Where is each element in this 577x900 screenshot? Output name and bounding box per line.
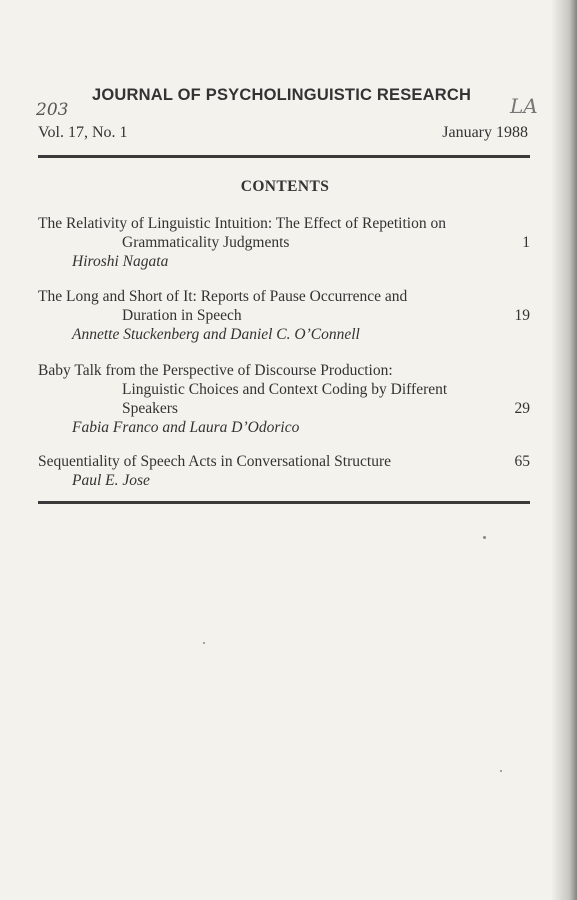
paper-speck	[483, 536, 486, 539]
entry-author: Fabia Franco and Laura D’Odorico	[72, 419, 300, 436]
issue-date: January 1988	[442, 124, 528, 141]
entry-title-line: Sequentiality of Speech Acts in Conversational Structure	[38, 453, 391, 470]
entry-author: Hiroshi Nagata	[72, 253, 169, 270]
top-divider	[38, 155, 530, 158]
handwritten-note-left: 203	[36, 100, 69, 120]
entry-title-line: Grammaticality Judgments	[122, 234, 290, 251]
entry-author: Paul E. Jose	[72, 472, 150, 489]
entry-title-line: Speakers	[122, 400, 178, 417]
entry-page-number: 19	[514, 307, 530, 324]
entry-author: Annette Stuckenberg and Daniel C. O’Connell	[72, 326, 360, 343]
page-edge-shadow	[551, 0, 577, 900]
journal-title: JOURNAL OF PSYCHOLINGUISTIC RESEARCH	[92, 86, 472, 104]
entry-title-line: The Relativity of Linguistic Intuition: The Effect of Repetition on	[38, 215, 446, 232]
handwritten-note-right: LA	[510, 94, 538, 118]
entry-page-number: 1	[522, 234, 530, 251]
entry-title-line: The Long and Short of It: Reports of Pause Occurrence and	[38, 288, 408, 305]
entry-page-number: 65	[514, 453, 530, 470]
contents-entry	[38, 287, 530, 344]
entry-page-number: 29	[514, 400, 530, 417]
paper-speck	[500, 770, 502, 772]
volume-number: Vol. 17, No. 1	[38, 124, 128, 141]
contents-entry	[38, 214, 530, 271]
bottom-divider	[38, 501, 530, 504]
entry-title-line: Baby Talk from the Perspective of Discourse Production:	[38, 362, 393, 379]
entry-title-line: Linguistic Choices and Context Coding by Different	[122, 381, 448, 398]
entry-title-line: Duration in Speech	[122, 307, 242, 324]
paper-speck	[203, 642, 205, 644]
contents-heading: CONTENTS	[240, 178, 330, 195]
contents-entry	[38, 452, 530, 490]
contents-entry	[38, 361, 530, 437]
